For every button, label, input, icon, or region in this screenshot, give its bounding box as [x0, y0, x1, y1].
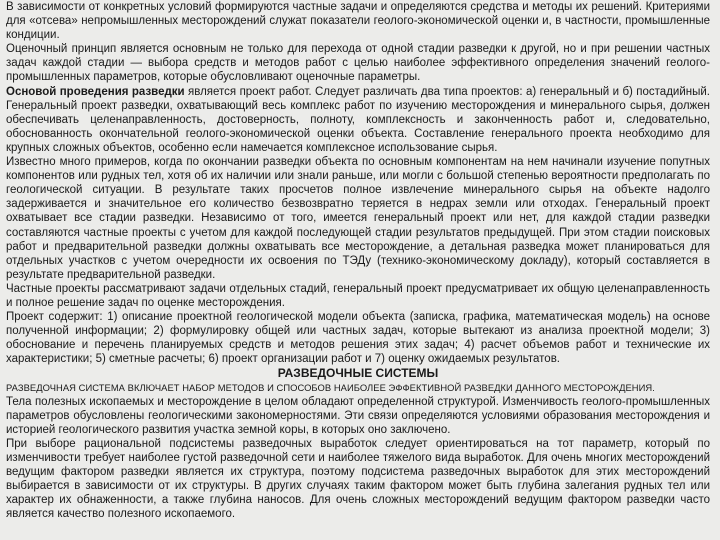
paragraph-project-basis-text: является проект работ. Следует различать два типа проектов: а) генеральный и б) постадийный. Генеральный проект разведки, охватывающий весь комплекс работ по изучению месторождения и минерального сырья, должен обеспечивать целенаправленность, достоверность, полноту, комплексность и законченность работ и, следовательно, обоснованность окончательной геолого-экономической оценки объекта. Составление генерального проекта необходимо для крупных сложных объектов, особенно если намечается комплексное использование сырья.: [6, 85, 710, 154]
paragraph-project-contents: Проект содержит: 1) описание проектной геологической модели объекта (записка, графика, математическая модель) на основе полученной информации; 2) формулировку общей или частных задач, которые вытекают из анализа проектной модели; 3) обоснование и перечень планируемых средств и методов решения этих задач; 4) расчет объемов работ и технические их характеристики; 5) сметные расчеты; 6) проект организации работ и 7) оценку ожидаемых результатов.: [6, 311, 710, 366]
section-heading: РАЗВЕДОЧНЫЕ СИСТЕМЫ: [277, 366, 439, 381]
paragraph-structure: Тела полезных ископаемых и месторождение в целом обладают определенной структурой. Изменчивость геолого-промышленных параметров обусловлены геологическими закономерностями. Эти связи определяются условиями образования месторождения и историей геологического развития участка земной коры, в которых оно заключено.: [6, 395, 710, 436]
bold-lead-phrase: Основой проведения разведки: [6, 85, 185, 98]
paragraph-project-basis: [6, 85, 710, 155]
paragraph-subsystem-choice: При выборе рациональной подсистемы разведочных выработок следует ориентироваться на тот параметр, который по изменчивости требует наиболее густой разведочной сети и наиболее тяжелого вида выработок. Для очень многих месторождений ведущим фактором разведки является их структура, поэтому подсистема разведочных выработок для этих месторождений выбирается в зависимости от их структуры. В других случаях таким фактором может быть глубина залегания рудных тел или характер их обнаженности, а также глубина наносов. Для очень сложных месторождений ведущим фактором разведки часто является качество полезного ископаемого.: [6, 437, 710, 521]
paragraph-evaluation-principle: Оценочный принцип является основным не только для перехода от одной стадии разведки к другой, но и при решении частных задач каждой стадии — выбора средств и методов работ с целью наиболее эффективного определения значений геолого-промышленных параметров, которые обусловливают оценочные параметры.: [6, 43, 710, 84]
paragraph-conditions: В зависимости от конкретных условий формируются частные задачи и определяются средства и методы их решений. Критериями для «отсева» непромышленных месторождений служат показатели геолого-экономической оценки и, в частности, промышленные кондиции.: [6, 1, 710, 42]
document-page: [6, 0, 710, 521]
paragraph-private-projects: Частные проекты рассматривают задачи отдельных стадий, генеральный проект предусматривает их общую целенаправленность и полное решение задач по оценке месторождения.: [6, 282, 710, 309]
paragraph-system-definition: РАЗВЕДОЧНАЯ СИСТЕМА ВКЛЮЧАЕТ НАБОР МЕТОДОВ И СПОСОБОВ НАИБОЛЕЕ ЭФФЕКТИВНОЙ РАЗВЕДКИ ДАННОГО МЕСТОРОЖДЕНИЯ.: [6, 381, 655, 393]
paragraph-examples: Известно много примеров, когда по окончании разведки объекта по основным компонентам на нем начинали изучение попутных компонентов или рудных тел, хотя об их наличии или знали раньше, или могли с большой степенью вероятности предполагать по геологической ситуации. В результате таких просчетов полное извлечение минерального сырья на объекте надолго задерживается и значительное его количество безвозвратно теряется в недрах земли или отходах. Генеральный проект охватывает все стадии разведки. Независимо от того, имеется генеральный проект или нет, для каждой стадии разведки составляются частные проекты с учетом для каждой последующей стадии результатов предыдущей. При этом стадии поисковых работ и предварительной разведки должны охватывать все месторождение, а детальная разведка может планироваться для отдельных участков с учетом очередности их освоения по ТЭДу (технико-экономическому докладу), который составляется в результате предварительной разведки.: [6, 156, 710, 281]
